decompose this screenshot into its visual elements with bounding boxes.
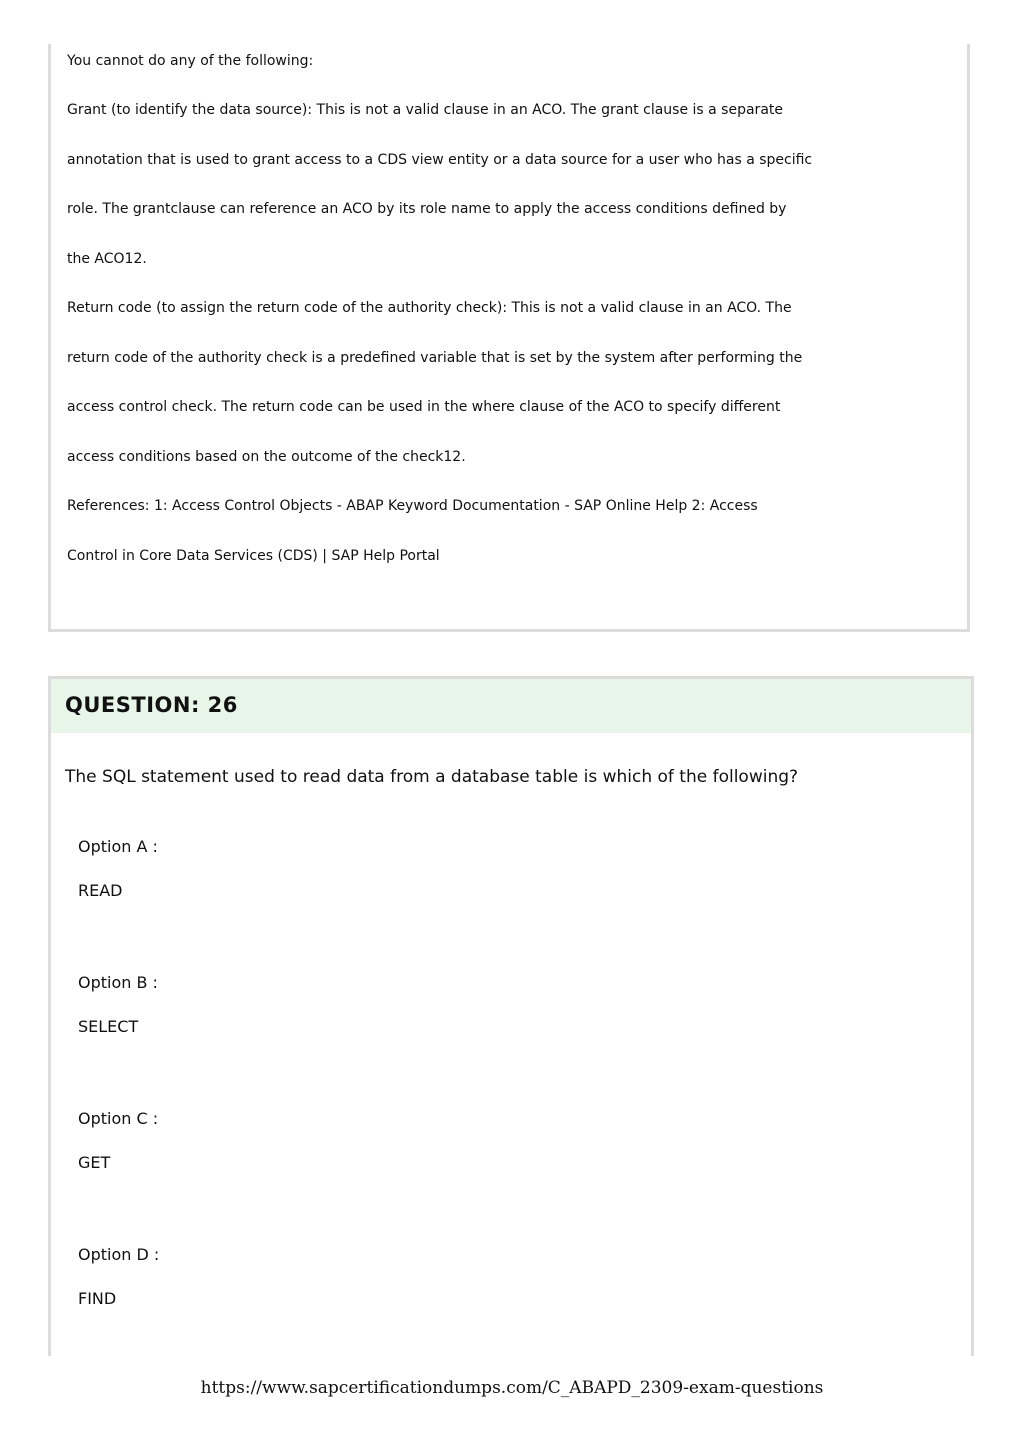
explanation-line: Return code (to assign the return code of the authority check): This is not a valid clause in an ACO. The [67,300,792,316]
option-c-value: GET [78,1153,111,1172]
option-b-value: SELECT [78,1017,139,1036]
explanation-line: Grant (to identify the data source): This is not a valid clause in an ACO. The grant clause is a separate [67,102,783,118]
question-text: The SQL statement used to read data from a database table is which of the following? [65,767,799,787]
explanation-line: You cannot do any of the following: [67,53,314,69]
option-a-label: Option A : [78,837,158,856]
explanation-line: access conditions based on the outcome of the check12. [67,449,466,465]
question-title: QUESTION: 26 [65,693,238,717]
option-d-label: Option D : [78,1245,160,1264]
option-a-value: READ [78,881,123,900]
explanation-line: role. The grantclause can reference an ACO by its role name to apply the access conditions defined by [67,201,787,217]
option-b-label: Option B : [78,973,158,992]
explanation-line: the ACO12. [67,251,147,267]
question-header [51,679,971,733]
explanation-line: References: 1: Access Control Objects - ABAP Keyword Documentation - SAP Online Help 2: Access [67,498,758,514]
option-c-label: Option C : [78,1109,159,1128]
explanation-line: annotation that is used to grant access to a CDS view entity or a data source for a user who has a specific [67,152,813,168]
explanation-line: Control in Core Data Services (CDS) | SAP Help Portal [67,548,440,564]
option-d-value: FIND [78,1289,117,1308]
question-card [48,676,974,1356]
footer-url[interactable]: https://www.sapcertificationdumps.com/C_ABAPD_2309-exam-questions [200,1378,824,1398]
explanation-line: return code of the authority check is a predefined variable that is set by the system after performing the [67,350,803,366]
explanation-box [48,44,970,632]
explanation-line: access control check. The return code can be used in the where clause of the ACO to specify different [67,399,781,415]
